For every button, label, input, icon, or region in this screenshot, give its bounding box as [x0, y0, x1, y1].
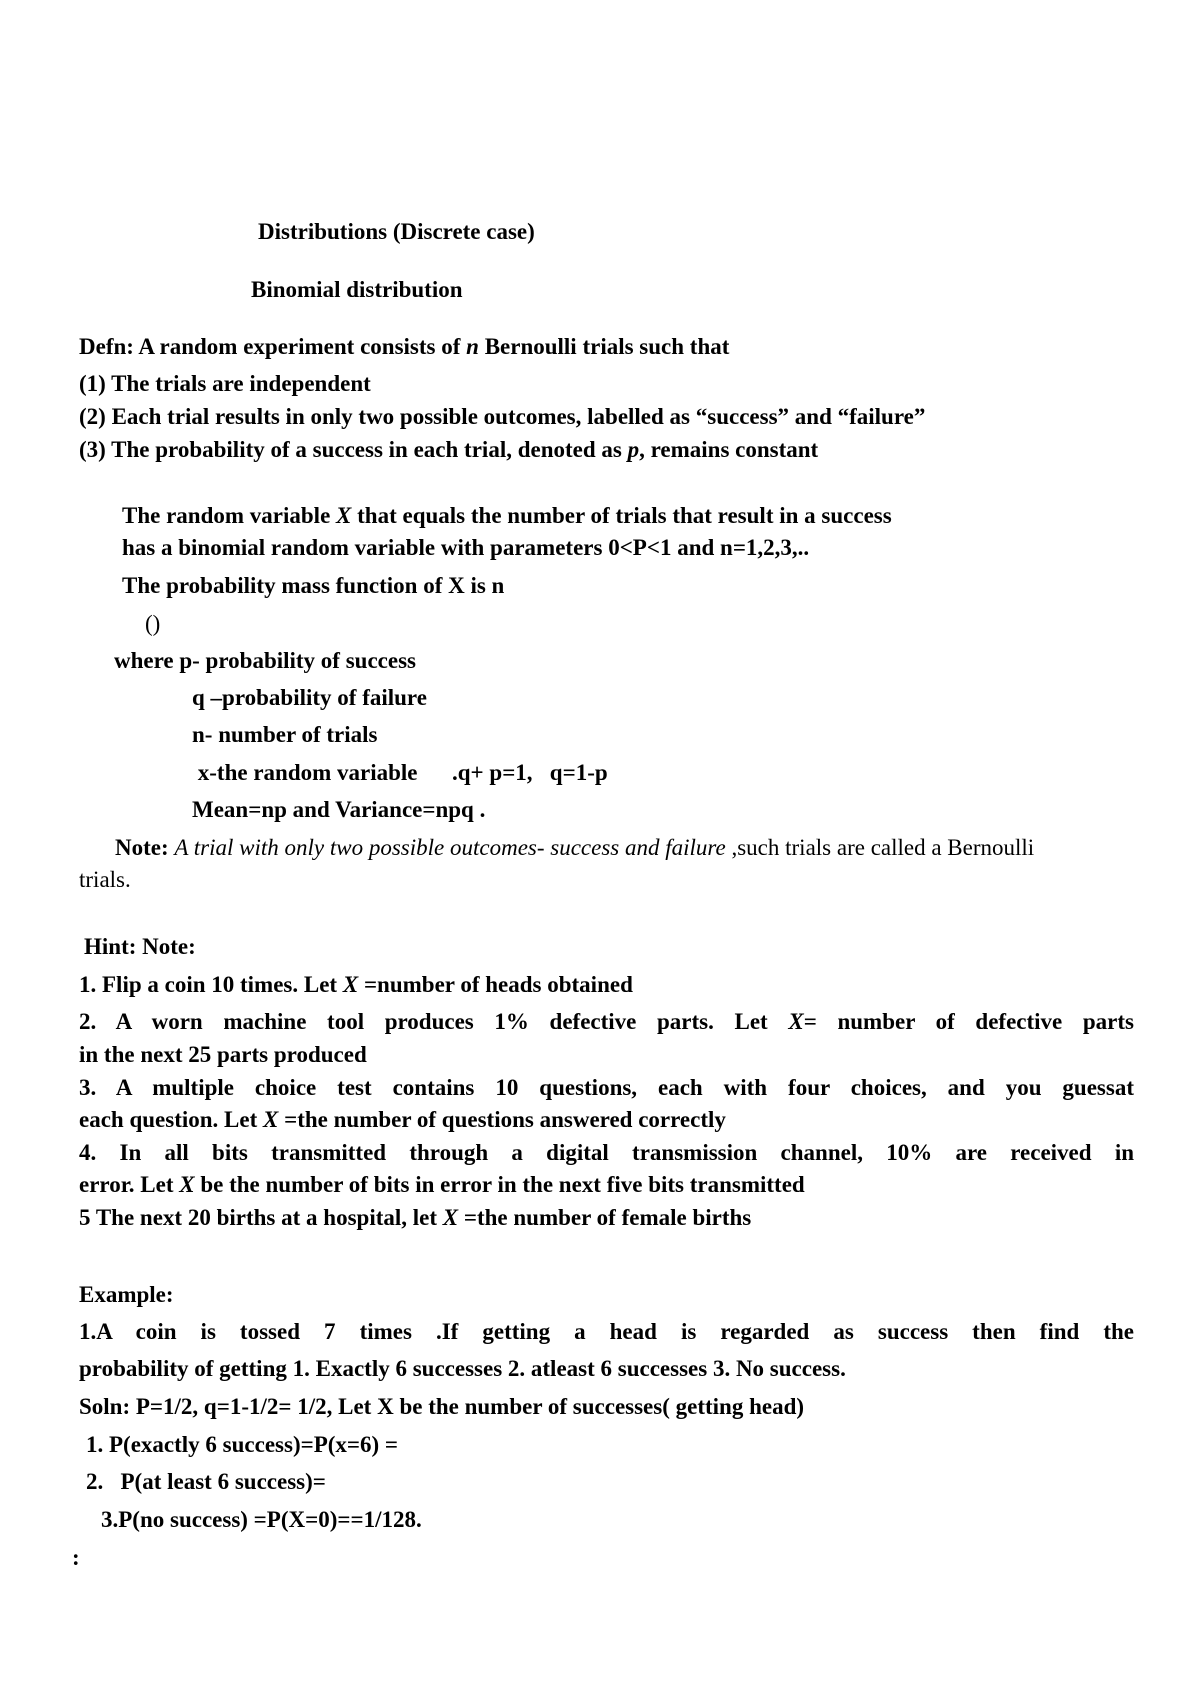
- text: =the number of female births: [458, 1205, 752, 1230]
- mean-variance: Mean=np and Variance=npq .: [192, 797, 486, 822]
- solution-line: Soln: P=1/2, q=1-1/2= 1/2, Let X be the number of successes( getting head): [79, 1394, 805, 1419]
- var-x: X: [788, 1009, 804, 1034]
- text: Defn: A random experiment consists of: [79, 334, 467, 359]
- hint-2-cont: in the next 25 parts produced: [79, 1042, 367, 1067]
- pmf-formula-placeholder: (): [145, 611, 161, 636]
- text: 2. A worn machine tool produces 1% defective parts. Let: [79, 1009, 789, 1034]
- pmf-line: The probability mass function of X is n: [122, 573, 505, 598]
- text: that equals the number of trials that result in a success: [351, 503, 892, 528]
- hint-3: 3. A multiple choice test contains 10 questions, each with four choices, and you guessat: [79, 1075, 1134, 1100]
- where-n: n- number of trials: [192, 722, 378, 747]
- example-heading: Example:: [79, 1282, 174, 1307]
- text: =number of heads obtained: [358, 972, 633, 997]
- note-italic: A trial with only two possible outcomes- success and failure: [174, 835, 726, 860]
- var-x: X: [263, 1107, 279, 1132]
- hint-3-cont: [79, 1106, 726, 1134]
- solution-3: 3.P(no success) =P(X=0)==1/128.: [101, 1507, 422, 1532]
- where-x: x-the random variable .q+ p=1, q=1-p: [192, 760, 608, 785]
- solution-1: 1. P(exactly 6 success)=P(x=6) =: [86, 1432, 399, 1457]
- text: 1. Flip a coin 10 times. Let: [79, 972, 343, 997]
- text: be the number of bits in error in the next five bits transmitted: [194, 1172, 805, 1197]
- hint-4: 4. In all bits transmitted through a digital transmission channel, 10% are received in: [79, 1140, 1134, 1165]
- hint-5: [79, 1204, 751, 1232]
- section-title: Binomial distribution: [251, 277, 463, 302]
- note-continuation: trials.: [79, 867, 131, 892]
- text: 5 The next 20 births at a hospital, let: [79, 1205, 443, 1230]
- example-1-cont: probability of getting 1. Exactly 6 successes 2. atleast 6 successes 3. No success.: [79, 1356, 846, 1381]
- condition-3: [79, 436, 818, 464]
- where-p: where p- probability of success: [114, 648, 416, 673]
- rv-line-1: [122, 502, 892, 530]
- text: error. Let: [79, 1172, 180, 1197]
- var-n: n: [466, 334, 479, 359]
- trailing-colon: :: [72, 1545, 80, 1570]
- text: Bernoulli trials such that: [478, 334, 730, 359]
- var-x: X: [442, 1205, 459, 1230]
- var-x: X: [179, 1172, 195, 1197]
- text: each question. Let: [79, 1107, 263, 1132]
- var-x: X: [336, 503, 352, 528]
- note-rest: ,such trials are called a Bernoulli: [725, 835, 1035, 860]
- rv-line-2: has a binomial random variable with parameters 0<P<1 and n=1,2,3,..: [122, 535, 810, 560]
- definition-intro: [79, 333, 729, 361]
- text: =the number of questions answered correctly: [278, 1107, 726, 1132]
- text: (3) The probability of a success in each trial, denoted as: [79, 437, 628, 462]
- hint-4-cont: [79, 1171, 805, 1199]
- condition-1: (1) The trials are independent: [79, 371, 371, 396]
- text: The random variable: [122, 503, 337, 528]
- where-q: q –probability of failure: [192, 685, 427, 710]
- text: , remains constant: [639, 437, 819, 462]
- hint-1: [79, 971, 633, 999]
- example-1: 1.A coin is tossed 7 times .If getting a head is regarded as success then find the: [79, 1319, 1134, 1344]
- var-x: X: [342, 972, 359, 997]
- var-p: p: [627, 437, 640, 462]
- hint-2: [79, 1008, 1134, 1036]
- note-line: [115, 834, 1034, 862]
- hint-heading: Hint: Note:: [84, 934, 196, 959]
- solution-2: 2. P(at least 6 success)=: [86, 1469, 326, 1494]
- condition-2: (2) Each trial results in only two possible outcomes, labelled as “success” and “failure”: [79, 404, 926, 429]
- page-title: Distributions (Discrete case): [258, 219, 535, 244]
- text: = number of defective parts: [803, 1009, 1135, 1034]
- note-label: Note:: [115, 835, 175, 860]
